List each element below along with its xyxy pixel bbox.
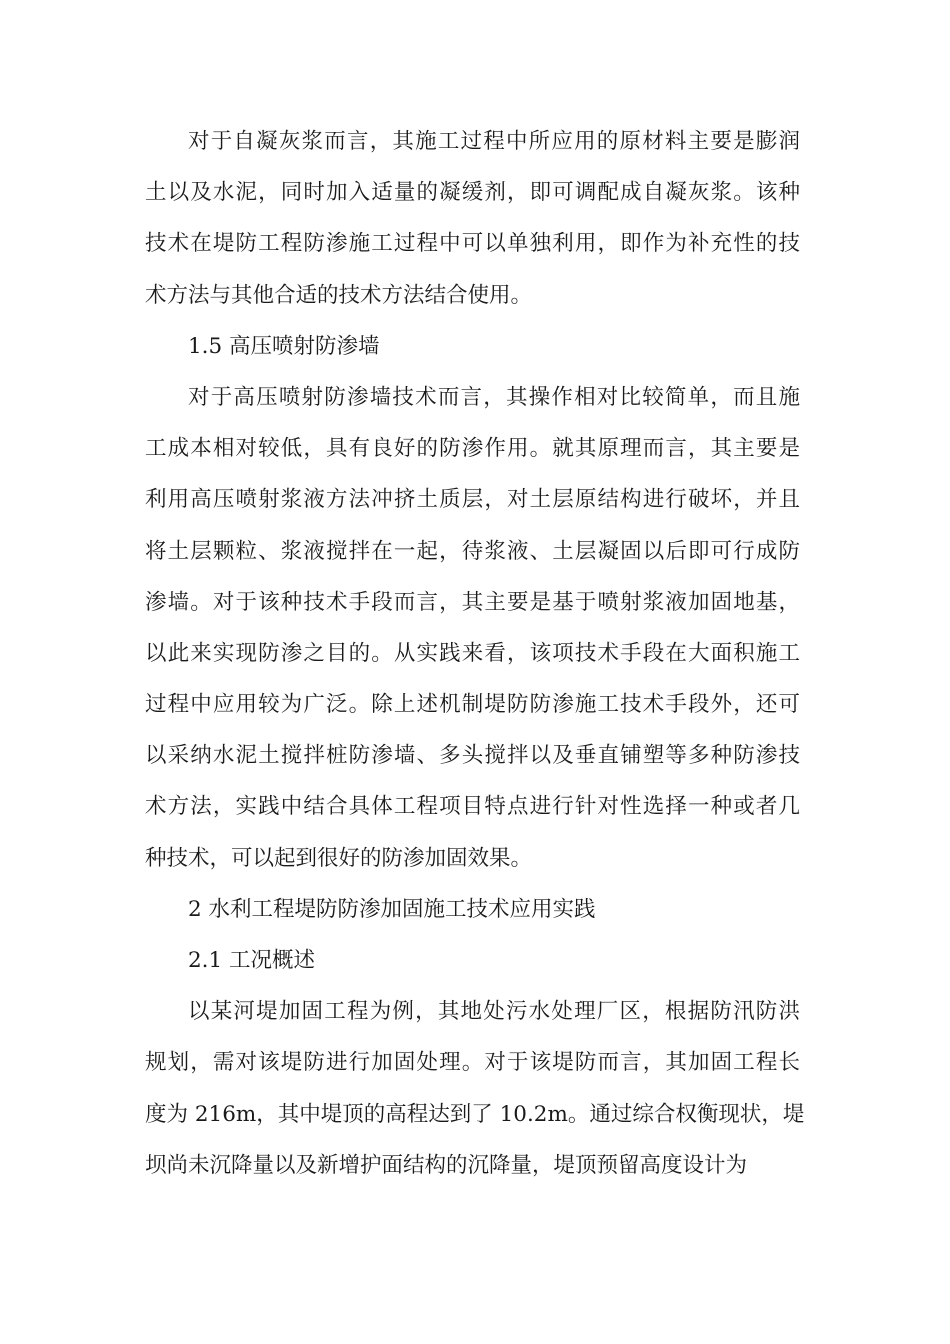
text-line: 以此来实现防渗之目的。从实践来看，该项技术手段在大面积施工 — [145, 640, 800, 666]
text-line: 过程中应用较为广泛。除上述机制堤防防渗施工技术手段外，还可 — [145, 692, 800, 718]
text-line: 利用高压喷射浆液方法冲挤土质层，对土层原结构进行破坏，并且 — [145, 487, 800, 513]
text-line: 对于自凝灰浆而言，其施工过程中所应用的原材料主要是膨润 — [188, 129, 800, 154]
section-heading-2-1: 2.1 工况概述 — [188, 948, 316, 973]
text-line: 土以及水泥，同时加入适量的凝缓剂，即可调配成自凝灰浆。该种 — [145, 180, 800, 206]
text-line: 以某河堤加固工程为例，其地处污水处理厂区，根据防汛防洪 — [188, 999, 800, 1025]
text-line: 种技术，可以起到很好的防渗加固效果。 — [145, 845, 533, 871]
paragraph-self-setting-grout — [145, 116, 800, 321]
text-line: 坝尚未沉降量以及新增护面结构的沉降量，堤顶预留高度设计为 — [145, 1152, 748, 1178]
document-body — [145, 116, 805, 1191]
text-line: 工成本相对较低，具有良好的防渗作用。就其原理而言，其主要是 — [145, 436, 800, 462]
text-line: 度为 216m，其中堤顶的高程达到了 10.2m。通过综合权衡现状，堤 — [145, 1101, 805, 1127]
text-line: 渗墙。对于该种技术手段而言，其主要是基于喷射浆液加固地基， — [145, 589, 800, 615]
section-heading-2: 2 水利工程堤防防渗加固施工技术应用实践 — [188, 896, 596, 922]
paragraph-site-overview — [145, 986, 805, 1191]
text-line: 将土层颗粒、浆液搅拌在一起，待浆液、土层凝固以后即可行成防 — [145, 538, 800, 564]
text-line: 技术在堤防工程防渗施工过程中可以单独利用，即作为补充性的技 — [145, 231, 800, 257]
text-line: 术方法，实践中结合具体工程项目特点进行针对性选择一种或者几 — [145, 794, 800, 820]
text-line: 以采纳水泥土搅拌桩防渗墙、多头搅拌以及垂直铺塑等多种防渗技 — [145, 743, 800, 769]
text-line: 术方法与其他合适的技术方法结合使用。 — [145, 282, 533, 308]
paragraph-high-pressure-jet — [145, 372, 800, 884]
text-line: 规划，需对该堤防进行加固处理。对于该堤防而言，其加固工程长 — [145, 1050, 800, 1076]
section-heading-1-5: 1.5 高压喷射防渗墙 — [188, 333, 380, 359]
text-line: 对于高压喷射防渗墙技术而言，其操作相对比较简单，而且施 — [188, 384, 800, 410]
